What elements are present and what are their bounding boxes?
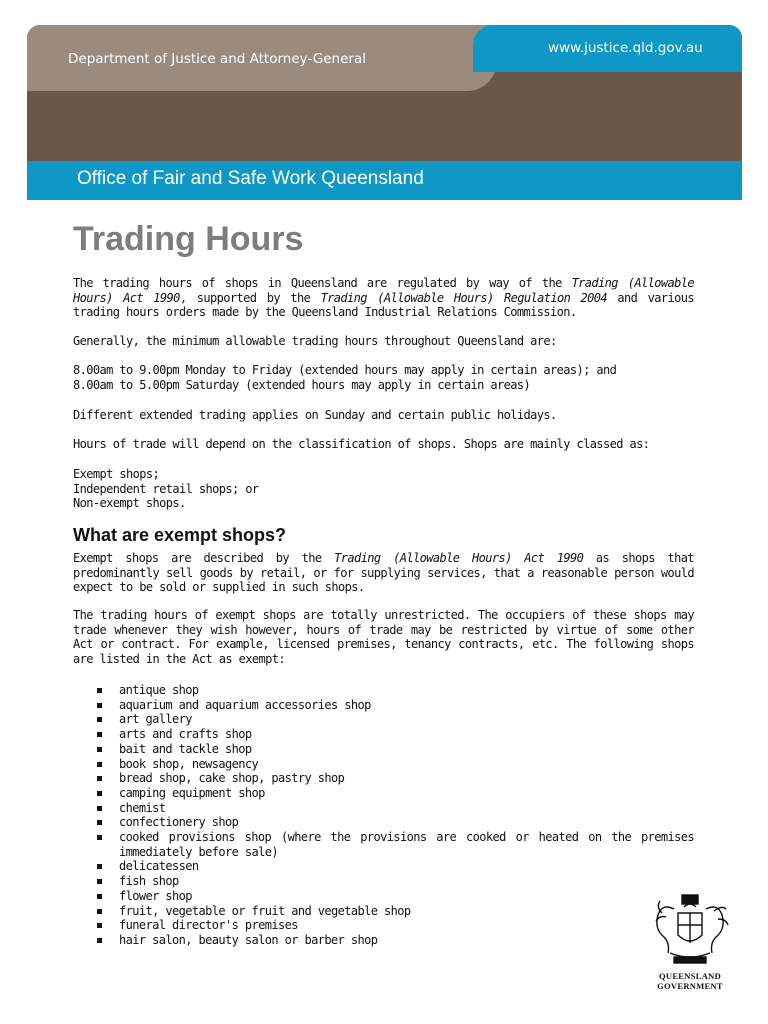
- queensland-coat-of-arms-icon: [656, 895, 728, 963]
- exempt-text: as shops that predominantly sell goods by retail, or for supplying services, that a reasonable person would expect to be sold or supplied in such shops.: [73, 551, 694, 595]
- shop-classes-list: [73, 467, 694, 511]
- list-item: art gallery: [95, 712, 694, 727]
- office-name: Office of Fair and Safe Work Queensland: [77, 168, 424, 189]
- intro-paragraph-extended-trading: Different extended trading applies on Sunday and certain public holidays.: [73, 408, 557, 422]
- department-name: Department of Justice and Attorney-General: [68, 51, 366, 67]
- intro-paragraph-minimum-hours: Generally, the minimum allowable trading hours throughout Queensland are:: [73, 334, 557, 348]
- list-item: hair salon, beauty salon or barber shop: [95, 933, 694, 948]
- exempt-shops-list: [95, 683, 694, 948]
- logo-text-queensland: QUEENSLAND: [658, 971, 722, 981]
- intro-paragraph-legislation: [73, 276, 694, 320]
- list-item: cooked provisions shop (where the provisions are cooked or heated on the premises immediately before sale): [95, 830, 694, 859]
- list-item: chemist: [95, 801, 694, 816]
- list-item: bread shop, cake shop, pastry shop: [95, 771, 694, 786]
- list-item: flower shop: [95, 889, 694, 904]
- list-item: funeral director's premises: [95, 918, 694, 933]
- intro-text: The trading hours of shops in Queensland are regulated by way of the: [73, 276, 572, 290]
- logo-text-government: GOVERNMENT: [657, 981, 723, 991]
- exempt-text: Exempt shops are described by the: [73, 551, 335, 565]
- intro-text: and various trading hours orders made by the Queensland Industrial Relations Commission.: [73, 290, 694, 320]
- exempt-unrestricted-paragraph: The trading hours of exempt shops are totally unrestricted. The occupiers of these shops may trade whenever they wish however, hours of trade may be restricted by virtue of some other Act or contract. For example, licensed premises, tenancy contracts, etc. The following shops are listed in the Act as exempt:: [73, 608, 694, 667]
- list-item: fruit, vegetable or fruit and vegetable shop: [95, 904, 694, 919]
- page-header: [27, 25, 742, 200]
- regulation-title: Trading (Allowable Hours) Regulation 2004: [320, 290, 608, 305]
- page-title: Trading Hours: [73, 220, 304, 258]
- saturday-hours: 8.00am to 5.00pm Saturday (extended hours may apply in certain areas): [73, 377, 531, 392]
- shop-class-item: Non-exempt shops.: [73, 496, 186, 511]
- list-item: camping equipment shop: [95, 786, 694, 801]
- list-item: fish shop: [95, 874, 694, 889]
- list-item: bait and tackle shop: [95, 742, 694, 757]
- exempt-definition-paragraph: [73, 551, 694, 595]
- list-item: delicatessen: [95, 859, 694, 874]
- shop-class-item: Exempt shops;: [73, 467, 160, 481]
- list-item: book shop, newsagency: [95, 757, 694, 772]
- website-url[interactable]: www.justice.qld.gov.au: [548, 40, 703, 56]
- list-item: aquarium and aquarium accessories shop: [95, 698, 694, 713]
- queensland-government-logo: [648, 893, 732, 993]
- list-item: antique shop: [95, 683, 694, 698]
- intro-text: , supported by the: [179, 290, 321, 305]
- section-heading-exempt-shops: What are exempt shops?: [73, 525, 287, 545]
- list-item: confectionery shop: [95, 815, 694, 830]
- act-title: Trading (Allowable Hours) Act 1990: [73, 276, 694, 305]
- weekday-hours: 8.00am to 9.00pm Monday to Friday (extended hours may apply in certain areas); and: [73, 363, 617, 377]
- act-title: Trading (Allowable Hours) Act 1990: [334, 551, 584, 565]
- intro-paragraph-classification: Hours of trade will depend on the classification of shops. Shops are mainly classed as:: [73, 437, 650, 451]
- list-item: arts and crafts shop: [95, 727, 694, 742]
- trading-hours-lines: [73, 363, 694, 392]
- shop-class-item: Independent retail shops; or: [73, 481, 259, 496]
